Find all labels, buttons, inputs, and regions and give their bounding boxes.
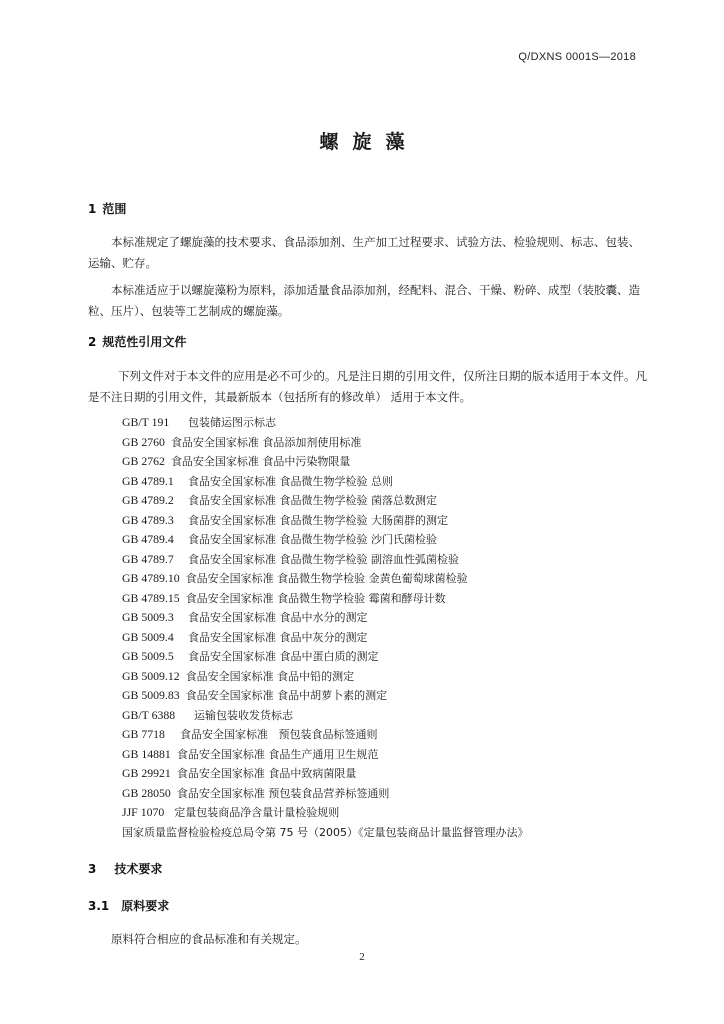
list-item [122,706,662,726]
reference-code: GB 5009.5 [122,649,174,663]
reference-title: 食品安全国家标准 食品中致病菌限量 [176,767,357,780]
reference-list [122,413,662,842]
list-item [122,511,662,531]
section-number: 1 [88,202,97,216]
scope-paragraph-2: 本标准适应于以螺旋藻粉为原料，添加适量食品添加剂，经配料、混合、干燥、粉碎、成型（装胶囊、造粒、压片）、包装等工艺制成的螺旋藻。 [88,283,640,318]
list-item [122,725,662,745]
reference-title: 食品安全国家标准 食品生产通用卫生规范 [176,747,379,761]
list-item [122,413,662,433]
reference-code: GB 5009.3 [122,610,174,624]
reference-code: GB 14881 [122,746,171,761]
reference-title: 食品安全国家标准 食品中蛋白质的测定 [188,650,379,663]
section-title: 原料要求 [121,899,170,913]
document-title: 螺旋藻 [319,131,419,153]
reference-code: GB 5009.12 [122,668,180,683]
reference-code: GB 4789.15 [122,590,180,605]
reference-title: 食品安全国家标准 食品微生物学检验 副溶血性弧菌检验 [188,552,459,566]
raw-materials-paragraph: 原料符合相应的食品标准和有关规定。 [111,932,307,946]
list-item [122,452,662,472]
reference-title: 食品安全国家标准 食品微生物学检验 菌落总数测定 [188,494,437,507]
list-item [122,472,662,492]
reference-title: 定量包装商品净含量计量检验规则 [174,806,340,819]
list-item [122,764,662,784]
reference-title: 包装储运图示标志 [188,416,276,429]
section-title: 技术要求 [114,862,163,876]
reference-title: 食品安全国家标准 食品添加剂使用标准 [170,435,362,449]
reference-title: 食品安全国家标准 食品微生物学检验 总则 [188,474,393,488]
section-heading-technical-requirements [88,860,162,877]
list-item [122,530,662,550]
reference-title: 运输包装收发货标志 [194,708,293,722]
list-item [122,686,662,706]
list-item [122,745,662,765]
list-item [122,433,662,453]
section-title: 范围 [102,202,127,216]
references-intro-paragraph: 下列文件对于本文件的应用是必不可少的。凡是注日期的引用文件，仅所注日期的版本适用于本文件。凡是不注日期的引用文件，其最新版本（包括所有的修改单） 适用于本文件。 [88,369,647,404]
reference-code: GB/T 191 [122,415,170,429]
list-item [122,589,662,609]
reference-code: GB 7718 [122,727,165,741]
reference-title: 食品安全国家标准 预包装食品营养标签通则 [176,786,390,800]
scope-paragraph-1: 本标准规定了螺旋藻的技术要求、食品添加剂、生产加工过程要求、试验方法、检验规则、标志、包装、运输、贮存。 [88,235,640,270]
list-item [122,608,662,628]
reference-title: 食品安全国家标准 食品微生物学检验 大肠菌群的测定 [188,513,448,527]
reference-title: 食品安全国家标准 食品中灰分的测定 [188,630,368,644]
section-heading-scope [88,200,126,217]
list-item [122,823,662,843]
reference-code: GB 28050 [122,785,171,800]
reference-code: JJF 1070 [122,805,165,819]
reference-code: GB 4789.10 [122,571,180,585]
reference-title: 食品安全国家标准 食品中铅的测定 [185,669,355,683]
reference-title: 食品安全国家标准 预包装食品标签通则 [180,728,378,741]
reference-code: GB 4789.7 [122,551,174,566]
reference-title: 食品安全国家标准 食品中胡萝卜素的测定 [185,689,388,702]
section-heading-raw-materials [88,897,169,914]
list-item [122,647,662,667]
section-title: 规范性引用文件 [102,335,187,349]
list-item [122,491,662,511]
list-item [122,628,662,648]
reference-code: GB 2762 [122,454,165,468]
reference-title: 食品安全国家标准 食品微生物学检验 霉菌和酵母计数 [185,591,446,605]
list-item [122,784,662,804]
list-item [122,803,662,823]
reference-code: GB/T 6388 [122,707,176,722]
page-number: 2 [359,951,365,963]
reference-title: 食品安全国家标准 食品中污染物限量 [170,455,351,468]
list-item [122,569,662,589]
section-number: 3.1 [88,899,110,913]
reference-code: GB 4789.2 [122,493,174,507]
list-item [122,550,662,570]
reference-code: GB 4789.1 [122,473,174,488]
section-number: 3 [88,862,97,876]
reference-code: GB 5009.4 [122,629,174,644]
reference-title: 食品安全国家标准 食品微生物学检验 金黄色葡萄球菌检验 [185,572,468,585]
reference-title: 食品安全国家标准 食品中水分的测定 [188,611,368,624]
reference-title: 食品安全国家标准 食品微生物学检验 沙门氏菌检验 [188,533,437,546]
reference-code: GB 5009.83 [122,688,180,702]
section-number: 2 [88,335,97,349]
section-heading-normative-references [88,333,186,350]
reference-code: GB 4789.4 [122,532,174,546]
reference-code: GB 4789.3 [122,512,174,527]
reference-code: GB 29921 [122,766,171,780]
reference-code: GB 2760 [122,434,165,449]
list-item [122,667,662,687]
reference-title: 国家质量监督检验检疫总局令第 75 号（2005）《定量包装商品计量监督管理办法》 [122,825,529,839]
standard-code-header: Q/DXNS 0001S—2018 [518,51,636,63]
